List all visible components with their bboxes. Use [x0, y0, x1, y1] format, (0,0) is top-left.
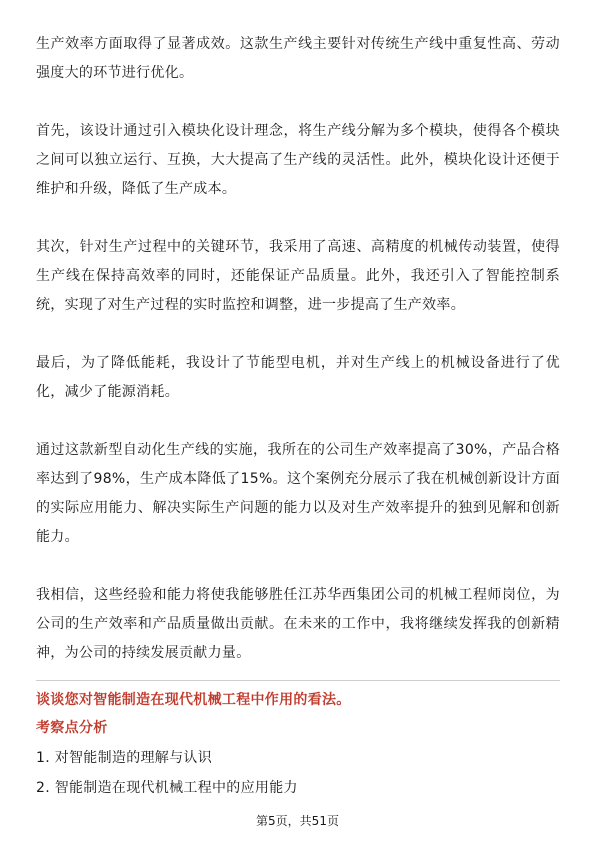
paragraph-2: 首先，该设计通过引入模块化设计理念，将生产线分解为多个模块，使得各个模块之间可以独立运行、互换，大大提高了生产线的灵活性。此外，模块化设计还便于维护和升级，降低了生产成本。 [36, 123, 560, 197]
paragraph-5: 通过这款新型自动化生产线的实施，我所在的公司生产效率提高了30%，产品合格率达到了98%，生产成本降低了15%。这个案例充分展示了我在机械创新设计方面的实际应用能力、解决实际生产问题的能力以及对生产效率提升的独到见解和创新能力。 [36, 442, 560, 545]
analysis-point-1: 1. 对智能制造的理解与认识 [36, 750, 213, 766]
analysis-heading: 考察点分析 [36, 720, 108, 736]
document-content [36, 30, 560, 807]
paragraph-3: 其次，针对生产过程中的关键环节，我采用了高速、高精度的机械传动装置，使得生产线在保持高效率的同时，还能保证产品质量。此外，我还引入了智能控制系统，实现了对生产过程的实时监控和调整，进一步提高了生产效率。 [36, 239, 560, 313]
page-number-footer: 第5页，共51页 [256, 814, 339, 828]
paragraph-4: 最后，为了降低能耗，我设计了节能型电机，并对生产线上的机械设备进行了优化，减少了能源消耗。 [36, 355, 560, 400]
analysis-point-2: 2. 智能制造在现代机械工程中的应用能力 [36, 780, 298, 796]
section-divider [36, 680, 560, 681]
paragraph-6: 我相信，这些经验和能力将使我能够胜任江苏华西集团公司的机械工程师岗位，为公司的生产效率和产品质量做出贡献。在未来的工作中，我将继续发挥我的创新精神，为公司的持续发展贡献力量。 [36, 587, 560, 661]
paragraph-1: 生产效率方面取得了显著成效。这款生产线主要针对传统生产线中重复性高、劳动强度大的环节进行优化。 [36, 36, 560, 81]
interview-question: 谈谈您对智能制造在现代机械工程中作用的看法。 [36, 692, 351, 708]
